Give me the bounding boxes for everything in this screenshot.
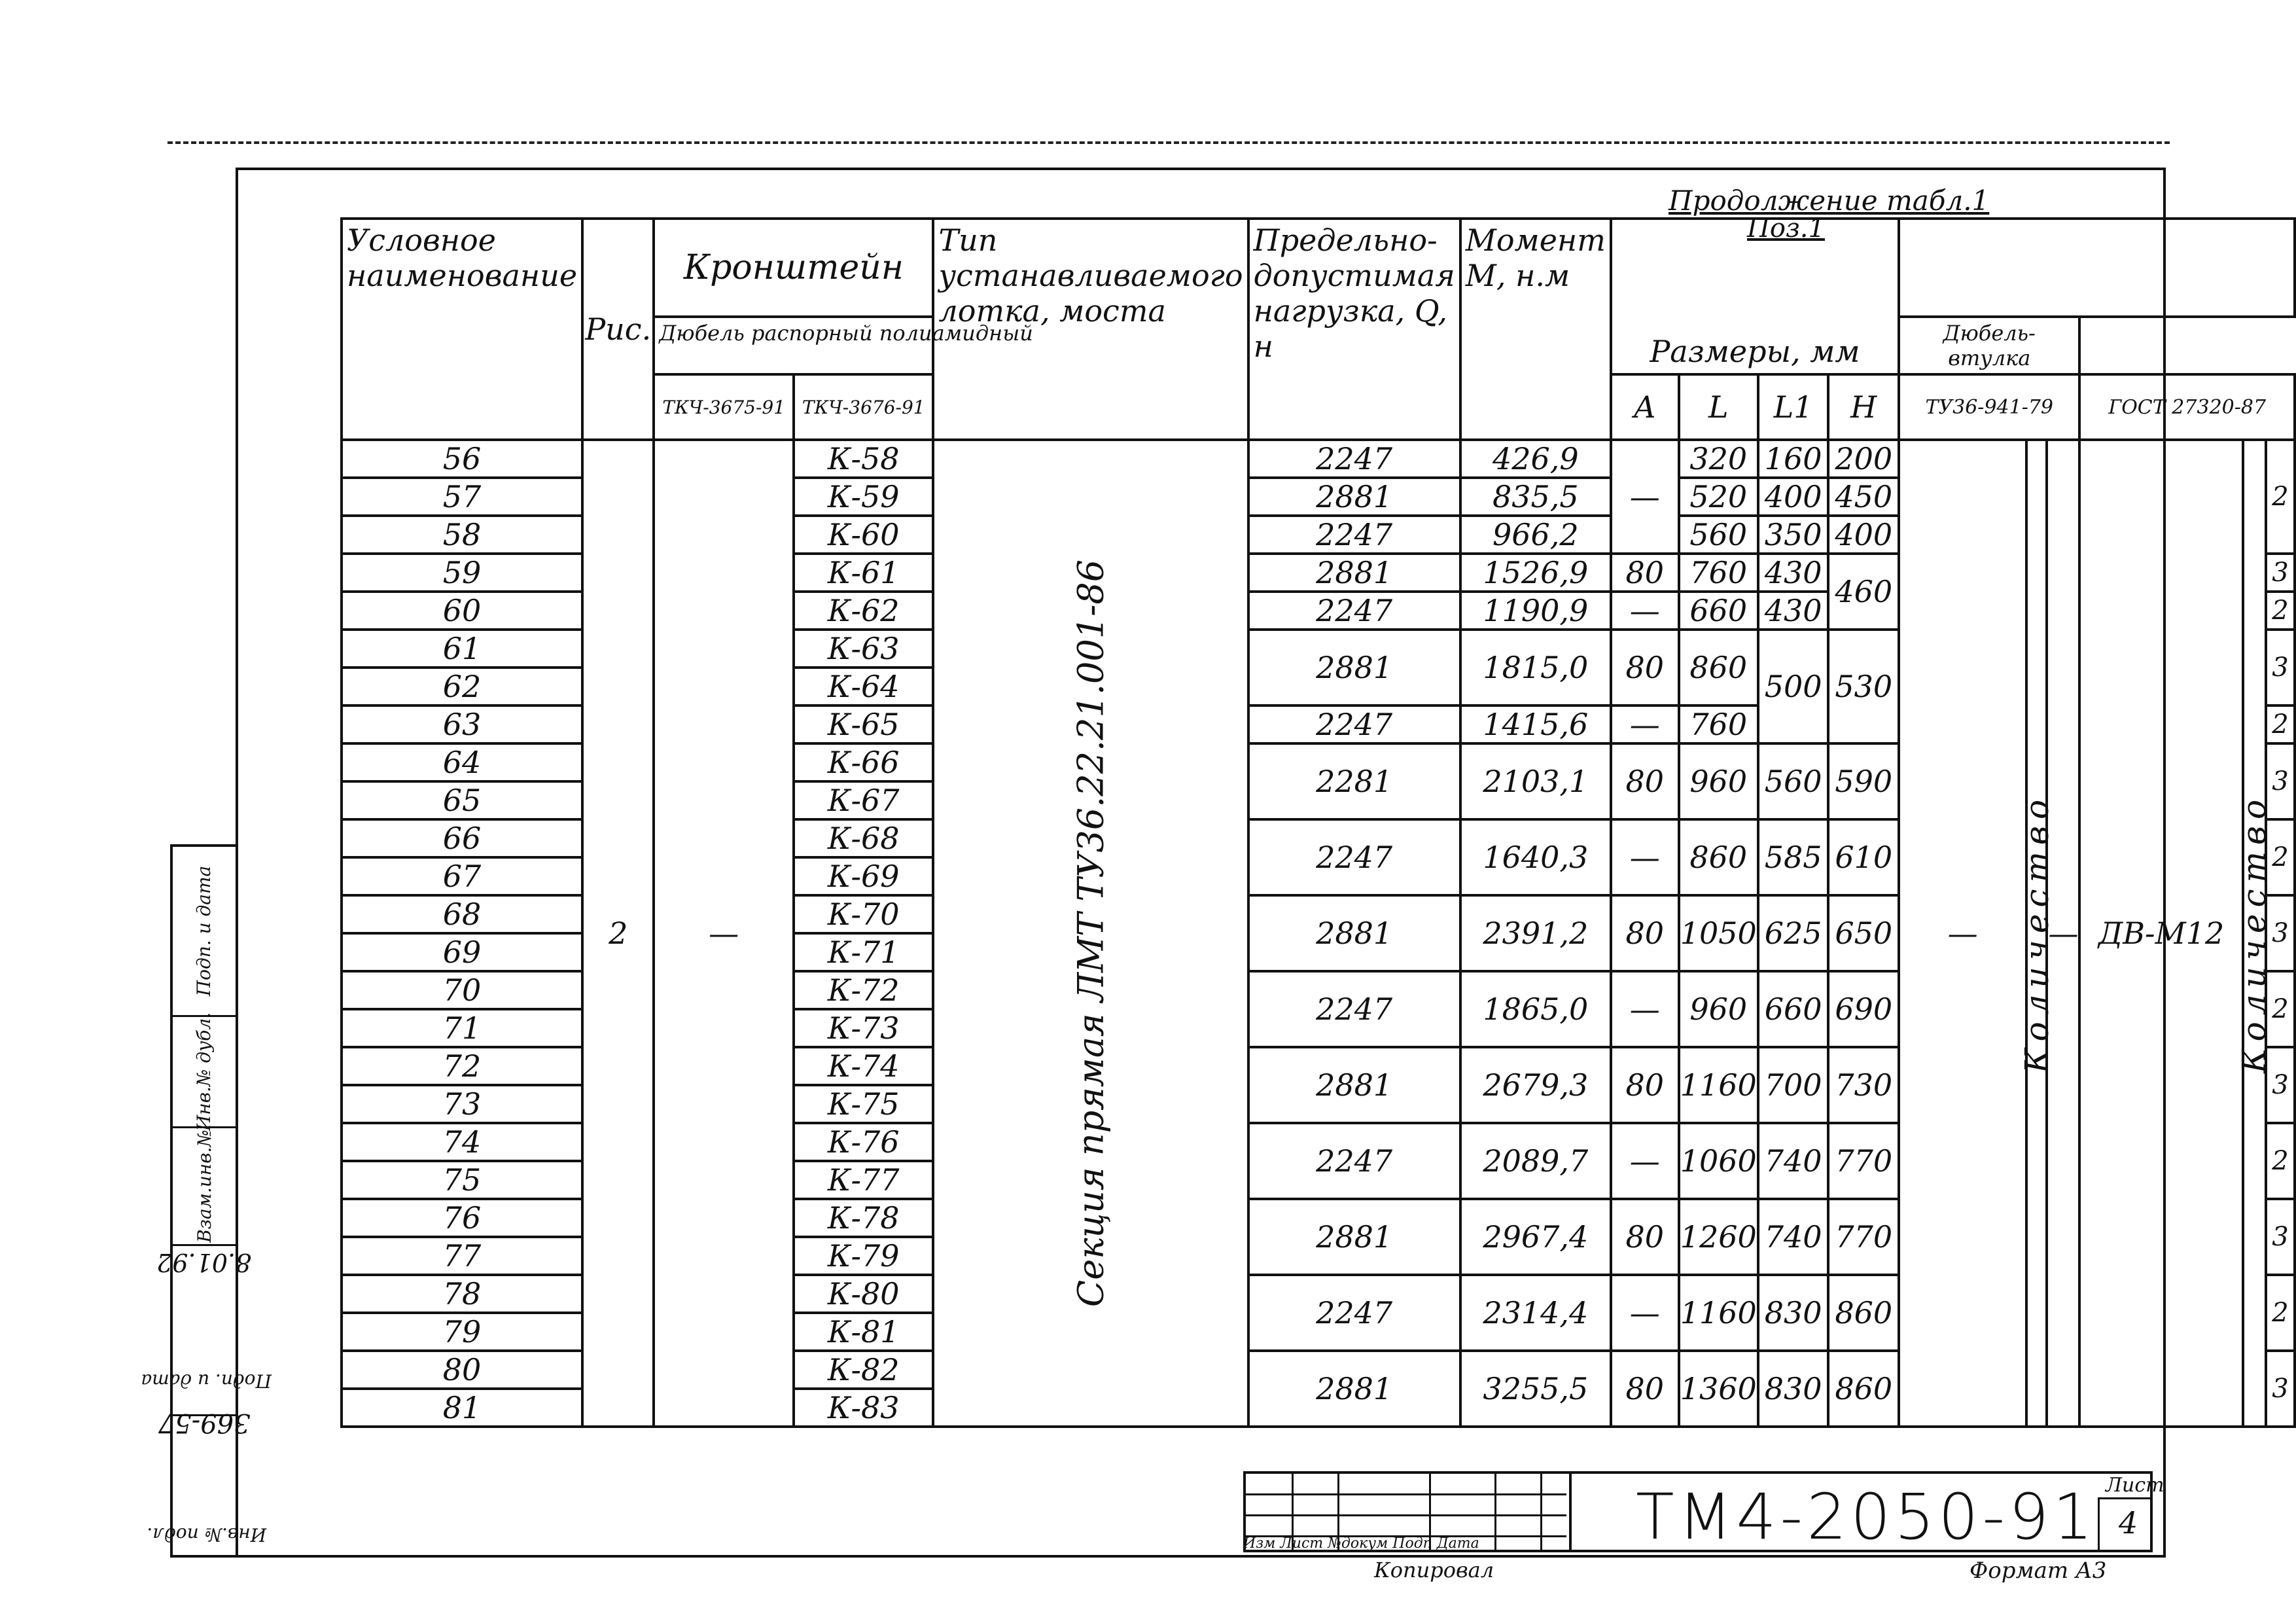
bracket-b-cell: К-67 <box>794 781 934 819</box>
bracket-b-cell: К-66 <box>794 743 934 781</box>
quantity-cell: 2 <box>2266 971 2295 1047</box>
dowel2-qty-text: Количество <box>2235 793 2274 1074</box>
quantity-cell: 3 <box>2266 743 2295 819</box>
sheet-number: 4 <box>2119 1505 2138 1541</box>
size-l1-cell: 740 <box>1758 1199 1829 1275</box>
col-l-header: L <box>1679 374 1758 440</box>
size-l1-cell: 560 <box>1758 743 1829 819</box>
size-h-cell: 860 <box>1828 1275 1899 1351</box>
size-a-cell: 80 <box>1611 1351 1679 1427</box>
size-a-cell: — <box>1611 971 1679 1047</box>
load-cell: 2247 <box>1248 592 1460 630</box>
size-l1-cell: 430 <box>1758 592 1829 630</box>
row-name-cell: 78 <box>342 1275 582 1313</box>
col-bracket-a-header: ТКЧ-3675-91 <box>654 374 794 440</box>
moment-cell: 1865,0 <box>1460 971 1611 1047</box>
size-l-cell: 1260 <box>1679 1199 1758 1275</box>
size-a-cell: 80 <box>1611 743 1679 819</box>
size-l1-cell: 830 <box>1758 1351 1829 1427</box>
dowel1-type-cell: — <box>1899 440 2026 1427</box>
bracket-b-cell: К-76 <box>794 1123 934 1161</box>
quantity-cell: 3 <box>2266 1199 2295 1275</box>
load-cell: 2881 <box>1248 1047 1460 1123</box>
load-cell: 2881 <box>1248 1199 1460 1275</box>
row-name-cell: 61 <box>342 630 582 668</box>
row-name-cell: 56 <box>342 440 582 478</box>
size-l1-cell: 740 <box>1758 1123 1829 1199</box>
quantity-cell: 2 <box>2266 705 2295 743</box>
moment-cell: 1415,6 <box>1460 705 1611 743</box>
col-fig-header: Рис. <box>582 219 654 440</box>
bracket-b-cell: К-60 <box>794 516 934 554</box>
row-name-cell: 73 <box>342 1085 582 1123</box>
format-label: Формат А3 <box>1969 1558 2107 1584</box>
col-dowel2-header: Дюбель-втулка <box>1899 317 2079 374</box>
row-name-cell: 68 <box>342 895 582 933</box>
size-l-cell: 760 <box>1679 554 1758 592</box>
moment-cell: 835,5 <box>1460 478 1611 516</box>
quantity-cell: 3 <box>2266 1047 2295 1123</box>
row-name-cell: 58 <box>342 516 582 554</box>
bracket-b-cell: К-73 <box>794 1009 934 1047</box>
moment-cell: 2089,7 <box>1460 1123 1611 1199</box>
load-cell: 2281 <box>1248 743 1460 819</box>
row-name-cell: 57 <box>342 478 582 516</box>
size-l-cell: 520 <box>1679 478 1758 516</box>
col-dowel1-header: Дюбель распорный полиамидный <box>654 317 1248 374</box>
tray-type-cell <box>933 440 1248 1427</box>
size-a-cell: 80 <box>1611 1199 1679 1275</box>
size-a-cell: 80 <box>1611 895 1679 971</box>
tray-type-text: Секция прямая ЛМТ ТУ36.22.21.001-86 <box>1070 559 1112 1308</box>
size-a-cell: — <box>1611 705 1679 743</box>
side-cell-inv-dup <box>173 1012 236 1132</box>
bracket-b-cell: К-59 <box>794 478 934 516</box>
bracket-b-cell: К-62 <box>794 592 934 630</box>
size-a-cell: — <box>1611 592 1679 630</box>
bracket-b-cell: К-80 <box>794 1275 934 1313</box>
size-a-cell: 80 <box>1611 630 1679 705</box>
quantity-cell: 2 <box>2266 1123 2295 1199</box>
size-l-cell: 560 <box>1679 516 1758 554</box>
side-label: Инв.№ дубл. <box>193 1012 215 1132</box>
moment-cell: 966,2 <box>1460 516 1611 554</box>
size-l-cell: 320 <box>1679 440 1758 478</box>
row-name-cell: 64 <box>342 743 582 781</box>
size-a-cell: — <box>1611 1123 1679 1199</box>
size-l1-cell: 700 <box>1758 1047 1829 1123</box>
quantity-cell: 3 <box>2266 630 2295 705</box>
size-h-cell: 610 <box>1828 819 1899 895</box>
moment-cell: 1815,0 <box>1460 630 1611 705</box>
size-l-cell: 860 <box>1679 630 1758 705</box>
moment-cell: 2103,1 <box>1460 743 1611 819</box>
size-h-cell: 770 <box>1828 1123 1899 1199</box>
size-h-cell: 530 <box>1828 630 1899 743</box>
row-name-cell: 72 <box>342 1047 582 1085</box>
size-l1-cell: 400 <box>1758 478 1829 516</box>
row-name-cell: 80 <box>342 1351 582 1389</box>
copied-by-label: Копировал <box>1374 1558 1494 1582</box>
col-moment-header: Момент М, н.м <box>1460 219 1611 440</box>
size-l-cell: 960 <box>1679 743 1758 819</box>
side-label: Подп. и дата 8.01.92 <box>141 1247 272 1391</box>
moment-cell: 1526,9 <box>1460 554 1611 592</box>
side-label: Инв.№ подл. 369-57 <box>147 1408 266 1546</box>
bracket-b-cell: К-72 <box>794 971 934 1009</box>
load-cell: 2247 <box>1248 971 1460 1047</box>
load-cell: 2247 <box>1248 440 1460 478</box>
bracket-b-cell: К-74 <box>794 1047 934 1085</box>
bracket-b-cell: К-75 <box>794 1085 934 1123</box>
size-h-cell: 460 <box>1828 554 1899 630</box>
col-sizes-header: Размеры, мм <box>1611 219 1899 374</box>
bracket-b-cell: К-63 <box>794 630 934 668</box>
row-name-cell: 63 <box>342 705 582 743</box>
size-l1-cell: 350 <box>1758 516 1829 554</box>
size-h-cell: 590 <box>1828 743 1899 819</box>
col-bracket-b-header: ТКЧ-3676-91 <box>794 374 934 440</box>
size-l1-cell: 500 <box>1758 630 1829 743</box>
load-cell: 2881 <box>1248 554 1460 592</box>
bracket-b-cell: К-58 <box>794 440 934 478</box>
row-name-cell: 71 <box>342 1009 582 1047</box>
load-cell: 2247 <box>1248 1123 1460 1199</box>
dowel1-qty-value-cell: — <box>2047 440 2079 1427</box>
bracket-b-cell: К-79 <box>794 1237 934 1275</box>
row-name-cell: 66 <box>342 819 582 857</box>
row-name-cell: 77 <box>342 1237 582 1275</box>
dowel2-type-cell: ДВ-М12 <box>2079 440 2242 1427</box>
col-tray-header: Тип устанавливаемого лотка, моста <box>933 219 1248 440</box>
dowel1-qty-text: Количество <box>2017 793 2056 1074</box>
moment-cell: 3255,5 <box>1460 1351 1611 1427</box>
row-name-cell: 59 <box>342 554 582 592</box>
size-l-cell: 860 <box>1679 819 1758 895</box>
moment-cell: 2679,3 <box>1460 1047 1611 1123</box>
row-name-cell: 62 <box>342 668 582 705</box>
quantity-cell: 3 <box>2266 895 2295 971</box>
bracket-b-cell: К-64 <box>794 668 934 705</box>
moment-cell: 2314,4 <box>1460 1275 1611 1351</box>
table-row <box>342 440 2295 478</box>
col-bracket-header: Кронштейн <box>654 219 933 317</box>
load-cell: 2247 <box>1248 516 1460 554</box>
size-a-cell: 80 <box>1611 1047 1679 1123</box>
size-h-cell: 730 <box>1828 1047 1899 1123</box>
row-name-cell: 65 <box>342 781 582 819</box>
col-l1-header: L1 <box>1758 374 1829 440</box>
size-l-cell: 760 <box>1679 705 1758 743</box>
bracket-b-cell: К-70 <box>794 895 934 933</box>
col-load-header: Предельно-допустимая нагрузка, Q, н <box>1248 219 1460 440</box>
load-cell: 2881 <box>1248 630 1460 705</box>
row-name-cell: 79 <box>342 1313 582 1351</box>
quantity-cell: 3 <box>2266 554 2295 592</box>
size-a-cell: — <box>1611 1275 1679 1351</box>
load-cell: 2247 <box>1248 819 1460 895</box>
size-l-cell: 660 <box>1679 592 1758 630</box>
load-cell: 2247 <box>1248 1275 1460 1351</box>
col-name-header: Условное наименование <box>342 219 582 440</box>
specification-table <box>340 217 2296 1428</box>
size-l1-cell: 660 <box>1758 971 1829 1047</box>
quantity-cell: 2 <box>2266 592 2295 630</box>
size-l1-cell: 625 <box>1758 895 1829 971</box>
side-cell-sign-date-2 <box>173 847 236 1017</box>
bracket-b-cell: К-78 <box>794 1199 934 1237</box>
row-name-cell: 74 <box>342 1123 582 1161</box>
row-name-cell: 69 <box>342 933 582 971</box>
row-name-cell: 81 <box>342 1389 582 1427</box>
side-cell-inv-orig <box>147 1408 266 1555</box>
top-dashed-line <box>168 141 2170 144</box>
moment-cell: 2967,4 <box>1460 1199 1611 1275</box>
size-l-cell: 1160 <box>1679 1275 1758 1351</box>
size-a-cell: 80 <box>1611 554 1679 592</box>
size-l-cell: 960 <box>1679 971 1758 1047</box>
size-h-cell: 200 <box>1828 440 1899 478</box>
bracket-b-cell: К-61 <box>794 554 934 592</box>
size-a-cell: — <box>1611 440 1679 554</box>
row-name-cell: 60 <box>342 592 582 630</box>
load-cell: 2247 <box>1248 705 1460 743</box>
title-block-labels: Изм Лист №докум Подп Дата <box>1243 1535 1479 1552</box>
fig-cell: 2 <box>582 440 654 1427</box>
row-name-cell: 76 <box>342 1199 582 1237</box>
col-dowel1-std: ТУ36-941-79 <box>1899 374 2079 440</box>
row-name-cell: 67 <box>342 857 582 895</box>
quantity-cell: 2 <box>2266 819 2295 895</box>
bracket-b-cell: К-71 <box>794 933 934 971</box>
dowel1-qty-cell <box>2017 440 2056 1427</box>
dowel2-qty-cell <box>2235 440 2274 1427</box>
size-l1-cell: 430 <box>1758 554 1829 592</box>
col-a-header: А <box>1611 374 1679 440</box>
load-cell: 2881 <box>1248 478 1460 516</box>
load-cell: 2881 <box>1248 895 1460 971</box>
table-body <box>342 440 2295 1427</box>
quantity-cell: 3 <box>2266 1351 2295 1427</box>
size-a-cell: — <box>1611 819 1679 895</box>
size-l1-cell: 585 <box>1758 819 1829 895</box>
bracket-b-cell: К-68 <box>794 819 934 857</box>
table-continuation-title: Продолжение табл.1 <box>1669 185 1990 217</box>
moment-cell: 426,9 <box>1460 440 1611 478</box>
col-h-header: Н <box>1828 374 1899 440</box>
bracket-b-cell: К-81 <box>794 1313 934 1351</box>
size-l-cell: 1050 <box>1679 895 1758 971</box>
size-l-cell: 1360 <box>1679 1351 1758 1427</box>
size-l-cell: 1160 <box>1679 1047 1758 1123</box>
sheet-label: Лист <box>2106 1474 2164 1497</box>
row-name-cell: 75 <box>342 1161 582 1199</box>
bracket-b-cell: К-65 <box>794 705 934 743</box>
moment-cell: 1190,9 <box>1460 592 1611 630</box>
bracket-b-cell: К-69 <box>794 857 934 895</box>
document-number: ТМ4-2050-91 <box>1636 1480 2097 1554</box>
side-stamp <box>141 844 272 1558</box>
size-h-cell: 690 <box>1828 971 1899 1047</box>
size-l1-cell: 830 <box>1758 1275 1829 1351</box>
size-h-cell: 400 <box>1828 516 1899 554</box>
bracket-b-cell: К-83 <box>794 1389 934 1427</box>
size-l-cell: 1060 <box>1679 1123 1758 1199</box>
position-header-cell <box>1899 219 2295 317</box>
size-h-cell: 770 <box>1828 1199 1899 1275</box>
col-dowel2-std: ГОСТ 27320-87 <box>2079 374 2295 440</box>
side-label: Подп. и дата <box>193 865 215 997</box>
size-h-cell: 450 <box>1828 478 1899 516</box>
side-label: Взам.инв.№ <box>193 1130 215 1243</box>
bracket-b-cell: К-77 <box>794 1161 934 1199</box>
load-cell: 2881 <box>1248 1351 1460 1427</box>
size-h-cell: 650 <box>1828 895 1899 971</box>
moment-cell: 1640,3 <box>1460 819 1611 895</box>
moment-cell: 2391,2 <box>1460 895 1611 971</box>
row-name-cell: 70 <box>342 971 582 1009</box>
size-h-cell: 860 <box>1828 1351 1899 1427</box>
bracket-a-cell: — <box>654 440 794 1427</box>
quantity-cell: 2 <box>2266 440 2295 554</box>
bracket-b-cell: К-82 <box>794 1351 934 1389</box>
quantity-cell: 2 <box>2266 1275 2295 1351</box>
position-label: Поз.1 <box>1747 213 1825 243</box>
size-l1-cell: 160 <box>1758 440 1829 478</box>
